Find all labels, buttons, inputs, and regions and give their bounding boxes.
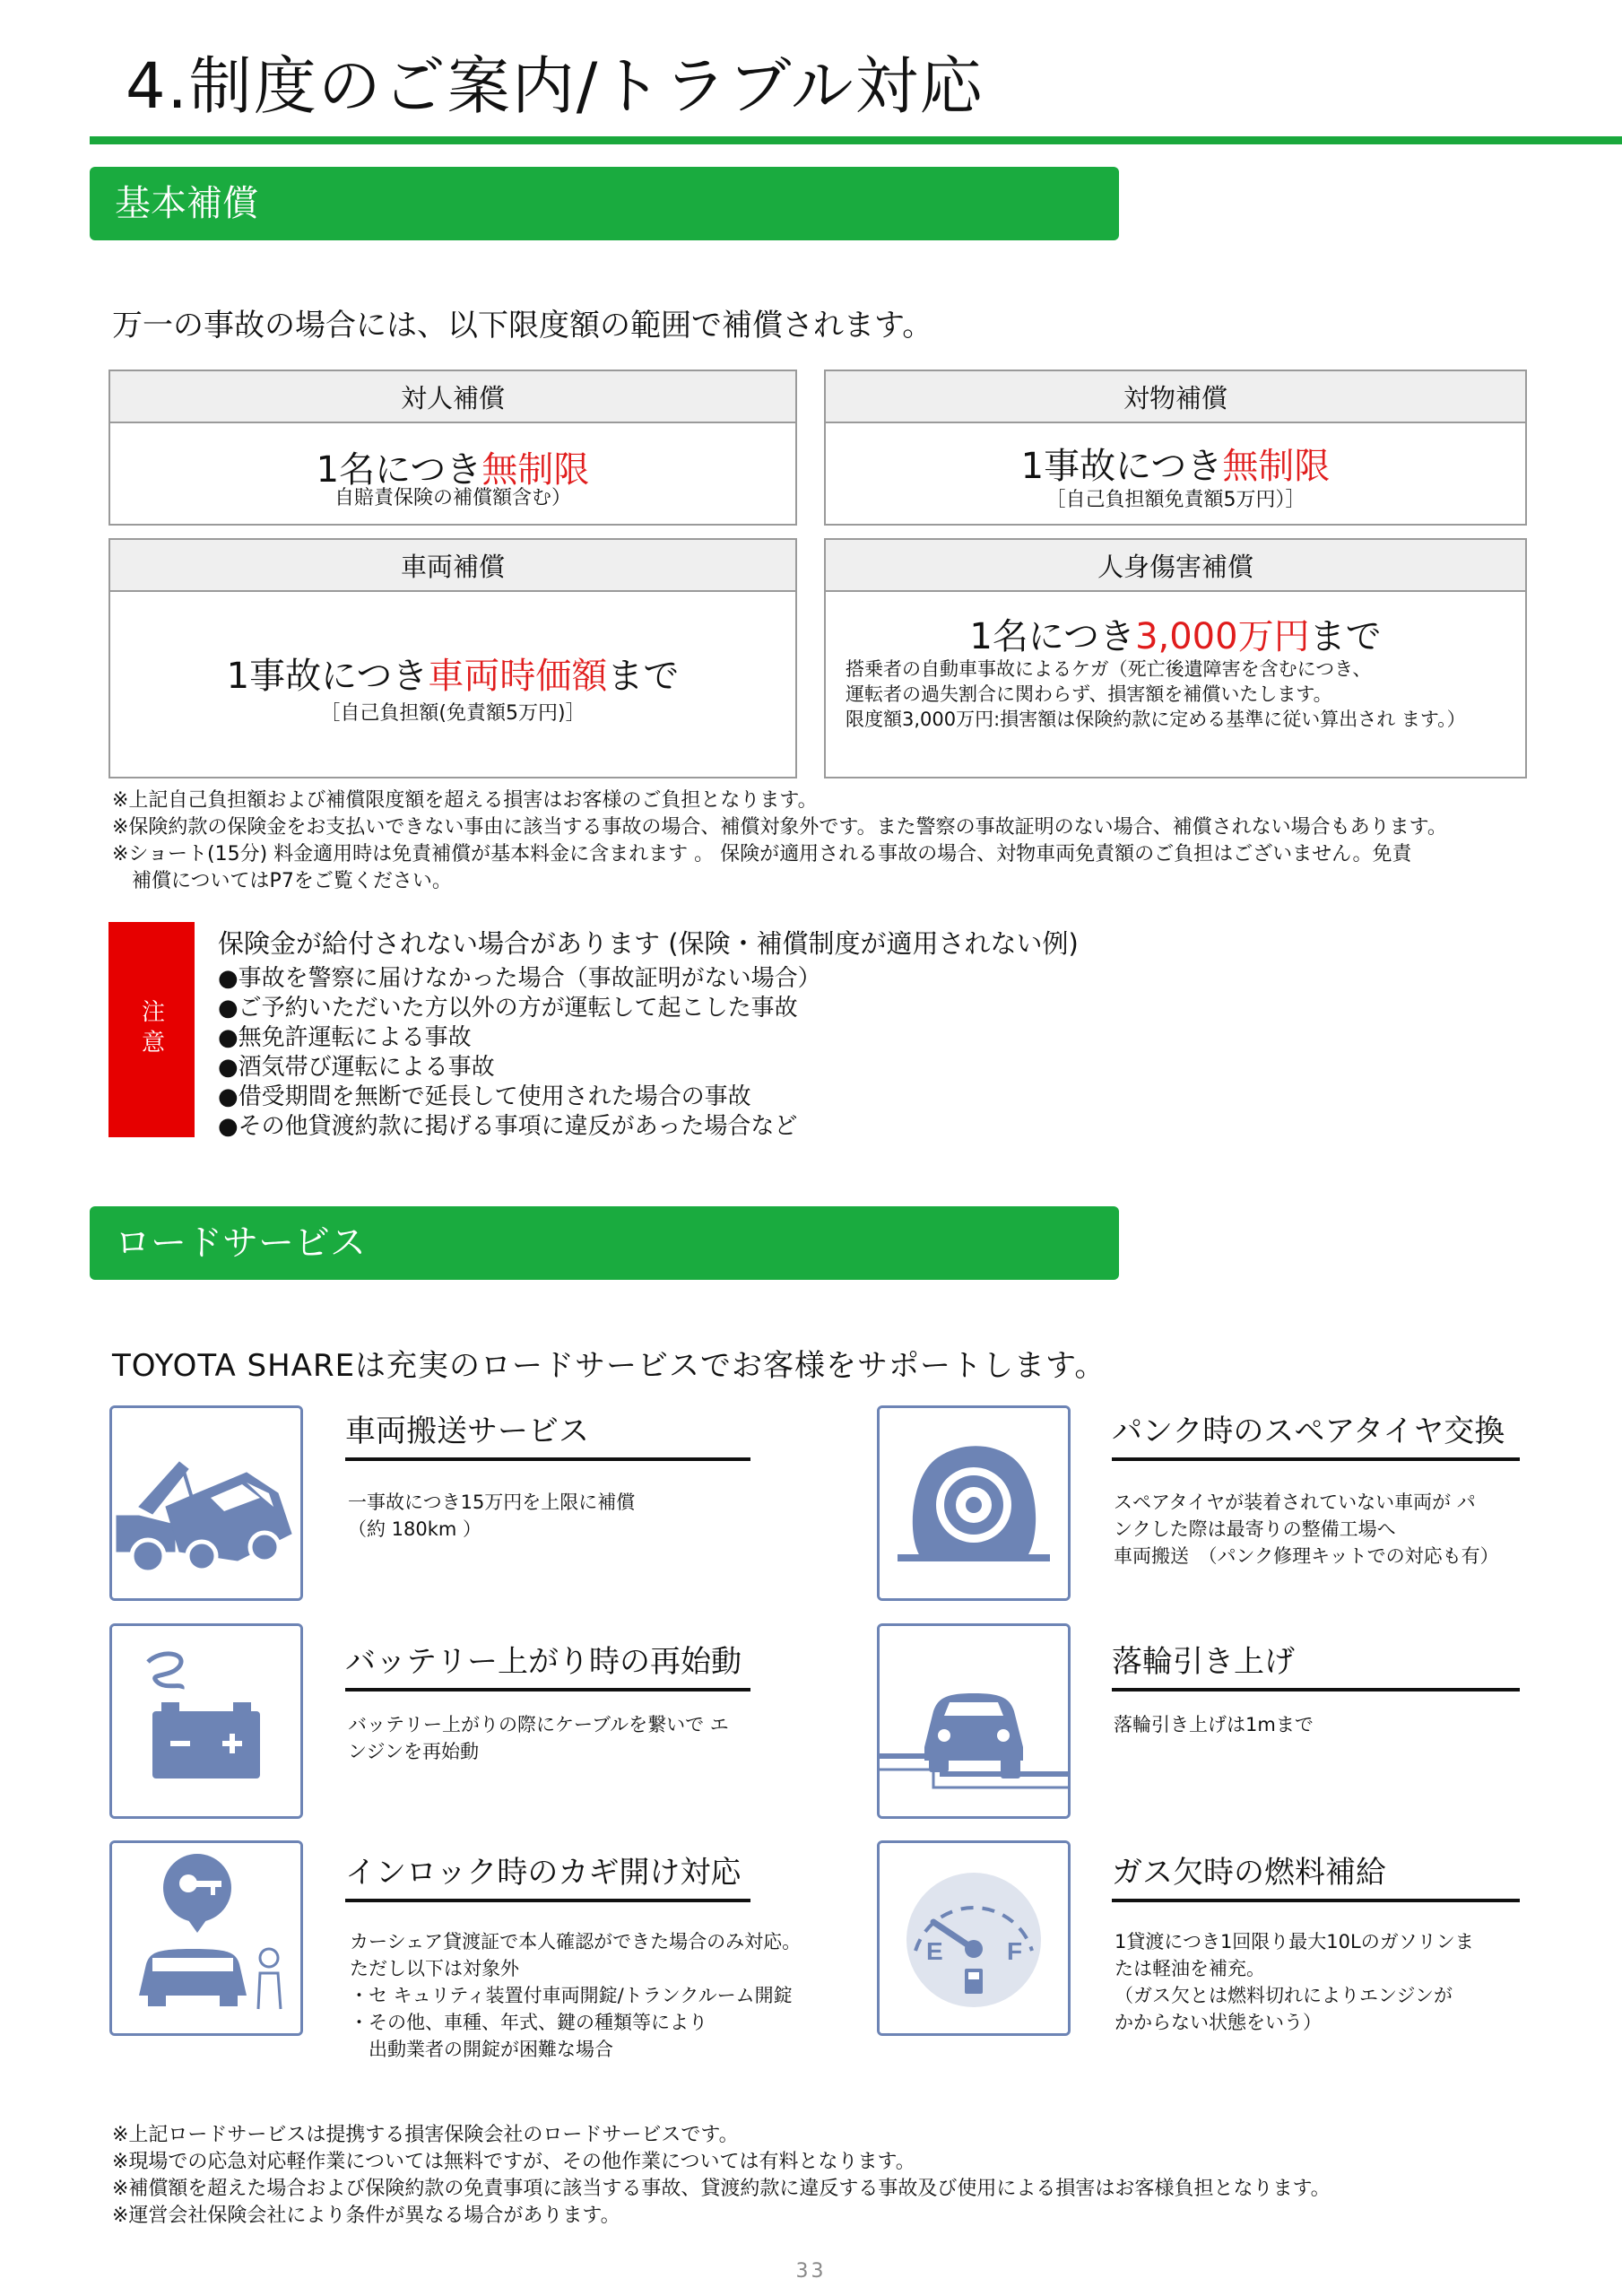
section-header-basic: 基本補償 bbox=[90, 167, 1119, 240]
box-personal-compensation bbox=[108, 370, 797, 526]
note-line: ※上記ロードサービスは提携する損害保険会社のロードサービスです。 bbox=[112, 2124, 739, 2146]
note-line: ※保険約款の保険金をお支払いできない事由に該当する事故の場合、補償対象外です。また警察の事故証明のない場合、補償されない場合もあります。 bbox=[112, 816, 1447, 839]
basic-lead-text: 万一の事故の場合には、以下限度額の範囲で補償されます。 bbox=[112, 308, 933, 344]
tow-truck-icon bbox=[109, 1405, 303, 1601]
caution-flag: 注意 bbox=[108, 922, 195, 1137]
box-injury-compensation bbox=[824, 538, 1527, 778]
flat-tire-icon bbox=[877, 1405, 1071, 1601]
svg-text:E: E bbox=[926, 1937, 943, 1965]
caution-title: 保険金が給付されない場合があります (保険・補償制度が適用されない例) bbox=[218, 928, 1079, 959]
caution-item: ●事故を警察に届けなかった場合（事故証明がない場合） bbox=[218, 965, 821, 992]
description-line: カーシェア貸渡証で本人確認ができた場合のみ対応。 bbox=[350, 1931, 802, 1952]
box-detail-lines bbox=[846, 657, 1466, 732]
service-description bbox=[350, 1928, 801, 2063]
note-line: ※ショート(15分) 料金適用時は免責補償が基本料金に含まれます 。 保険が適用される事故の場合、対物車両免責額のご負担はございません。免責 bbox=[112, 843, 1412, 865]
service-title-rule bbox=[345, 1457, 750, 1461]
description-line: ただし以下は対象外 bbox=[350, 1958, 519, 1979]
description-line: 1貸渡につき1回限り最大10Lのガソリンま bbox=[1115, 1931, 1474, 1952]
road-service-notes bbox=[112, 2122, 1331, 2230]
caution-item: ●ご予約いただいた方以外の方が運転して起こした事故 bbox=[218, 995, 798, 1022]
main-prefix: 1名につき bbox=[316, 449, 482, 491]
description-line: 一事故につき15万円を上限に補償 bbox=[348, 1492, 636, 1513]
note-line: ※上記自己負担額および補償限度額を超える損害はお客様のご負担となります。 bbox=[112, 789, 818, 812]
box-vehicle-compensation bbox=[108, 538, 797, 778]
page-title: 4.制度のご案内/トラブル対応 bbox=[126, 49, 984, 123]
service-description bbox=[348, 1489, 635, 1543]
service-title-rule bbox=[345, 1688, 750, 1692]
note-line: ※補償額を超えた場合および保険約款の免責事項に該当する事故、貸渡約款に違反する事故及び使用による損害はお客様負担となります。 bbox=[112, 2178, 1331, 2200]
note-line: 補償についてはP7をご覧ください。 bbox=[112, 870, 452, 892]
description-line: スペアタイヤが装着されていない車両が パ bbox=[1114, 1492, 1476, 1513]
caution-item: ●その他貸渡約款に掲げる事項に違反があった場合など bbox=[218, 1113, 798, 1140]
service-title: パンク時のスペアタイヤ交換 bbox=[1112, 1413, 1505, 1449]
description-line: ンジンを再始動 bbox=[348, 1741, 479, 1762]
service-title: インロック時のカギ開け対応 bbox=[345, 1855, 742, 1891]
description-line: （ガス欠とは燃料切れによりエンジンが bbox=[1115, 1985, 1453, 2006]
section-header-road-service: ロードサービス bbox=[90, 1206, 1119, 1280]
caution-item: ●酒気帯び運転による事故 bbox=[218, 1054, 495, 1081]
box-property-compensation bbox=[824, 370, 1527, 526]
description-line: ・その他、車種、年式、鍵の種類等により bbox=[350, 2012, 707, 2033]
description-line: バッテリー上がりの際にケーブルを繋いで エ bbox=[348, 1714, 729, 1735]
service-title: 車両搬送サービス bbox=[345, 1413, 589, 1449]
main-prefix: 1事故につき bbox=[1020, 446, 1223, 487]
road-lead-text: TOYOTA SHAREは充実のロードサービスでお客様をサポートします。 bbox=[112, 1348, 1106, 1384]
box-header: 対物補償 bbox=[826, 371, 1525, 423]
main-highlight: 無制限 bbox=[481, 449, 590, 491]
service-description bbox=[1114, 1711, 1314, 1738]
description-line: 出動業者の開錠が困難な場合 bbox=[350, 2039, 613, 2060]
detail-line: 運転者の過失割合に関わらず、損害額を補償いたします。 bbox=[846, 683, 1332, 705]
box-header: 人身傷害補償 bbox=[826, 540, 1525, 592]
caution-list bbox=[218, 964, 821, 1142]
detail-line: 搭乗者の自動車事故によるケガ（死亡後遺障害を含むにつき、 bbox=[846, 658, 1372, 680]
battery-icon bbox=[109, 1623, 303, 1819]
box-header: 対人補償 bbox=[110, 371, 795, 423]
main-suffix: まで bbox=[1309, 616, 1382, 657]
car-fallen-wheel-icon bbox=[877, 1623, 1071, 1819]
main-prefix: 1事故につき bbox=[226, 656, 429, 697]
main-highlight: 3,000万円 bbox=[1135, 616, 1310, 657]
service-title-rule bbox=[1112, 1688, 1520, 1692]
service-title-rule bbox=[1112, 1899, 1520, 1902]
service-description bbox=[1115, 1928, 1474, 2036]
box-header: 車両補償 bbox=[110, 540, 795, 592]
service-title-rule bbox=[345, 1899, 750, 1902]
svg-text:F: F bbox=[1007, 1937, 1023, 1965]
description-line: 落輪引き上げは1mまで bbox=[1114, 1714, 1314, 1735]
main-suffix: まで bbox=[607, 656, 680, 697]
caution-item: ●無免許運転による事故 bbox=[218, 1024, 472, 1051]
description-line: ンクした際は最寄りの整備工場へ bbox=[1114, 1518, 1396, 1540]
description-line: 車両搬送 （パンク修理キットでの対応も有） bbox=[1114, 1545, 1499, 1567]
detail-line: 限度額3,000万円:損害額は保険約款に定める基準に従い算出され ます。） bbox=[846, 709, 1466, 730]
description-line: たは軽油を補充。 bbox=[1115, 1958, 1265, 1979]
main-highlight: 車両時価額 bbox=[428, 656, 608, 697]
box-subtext: 自賠責保険の補償額含む） bbox=[334, 487, 571, 509]
box-subtext: ［自己負担額(免責額5万円)］ bbox=[320, 702, 585, 725]
caution-item: ●借受期間を無断で延長して使用された場合の事故 bbox=[218, 1083, 751, 1110]
description-line: （約 180km ） bbox=[348, 1518, 482, 1540]
description-line: かからない状態をいう） bbox=[1115, 2012, 1322, 2033]
note-line: ※現場での応急対応軽作業については無料ですが、その他作業については有料となります。 bbox=[112, 2151, 915, 2173]
main-prefix: 1名につき bbox=[969, 616, 1136, 657]
main-highlight: 無制限 bbox=[1222, 446, 1331, 487]
note-line: ※運営会社保険会社により条件が異なる場合があります。 bbox=[112, 2205, 620, 2227]
description-line: ・セ キュリティ装置付車両開錠/トランクルーム開錠 bbox=[350, 1985, 793, 2006]
service-description bbox=[348, 1711, 729, 1765]
basic-notes bbox=[112, 787, 1447, 895]
service-title: バッテリー上がり時の再始動 bbox=[345, 1644, 742, 1680]
service-description bbox=[1114, 1489, 1499, 1570]
car-key-lockout-icon bbox=[109, 1840, 303, 2036]
service-title-rule bbox=[1112, 1457, 1520, 1461]
service-title: 落輪引き上げ bbox=[1112, 1644, 1295, 1680]
title-rule bbox=[90, 136, 1622, 144]
fuel-gauge-icon bbox=[877, 1840, 1071, 2036]
page-number: 33 bbox=[795, 2260, 827, 2283]
service-title: ガス欠時の燃料補給 bbox=[1112, 1855, 1386, 1891]
box-subtext: ［自己負担額免責額5万円）］ bbox=[1045, 489, 1305, 511]
